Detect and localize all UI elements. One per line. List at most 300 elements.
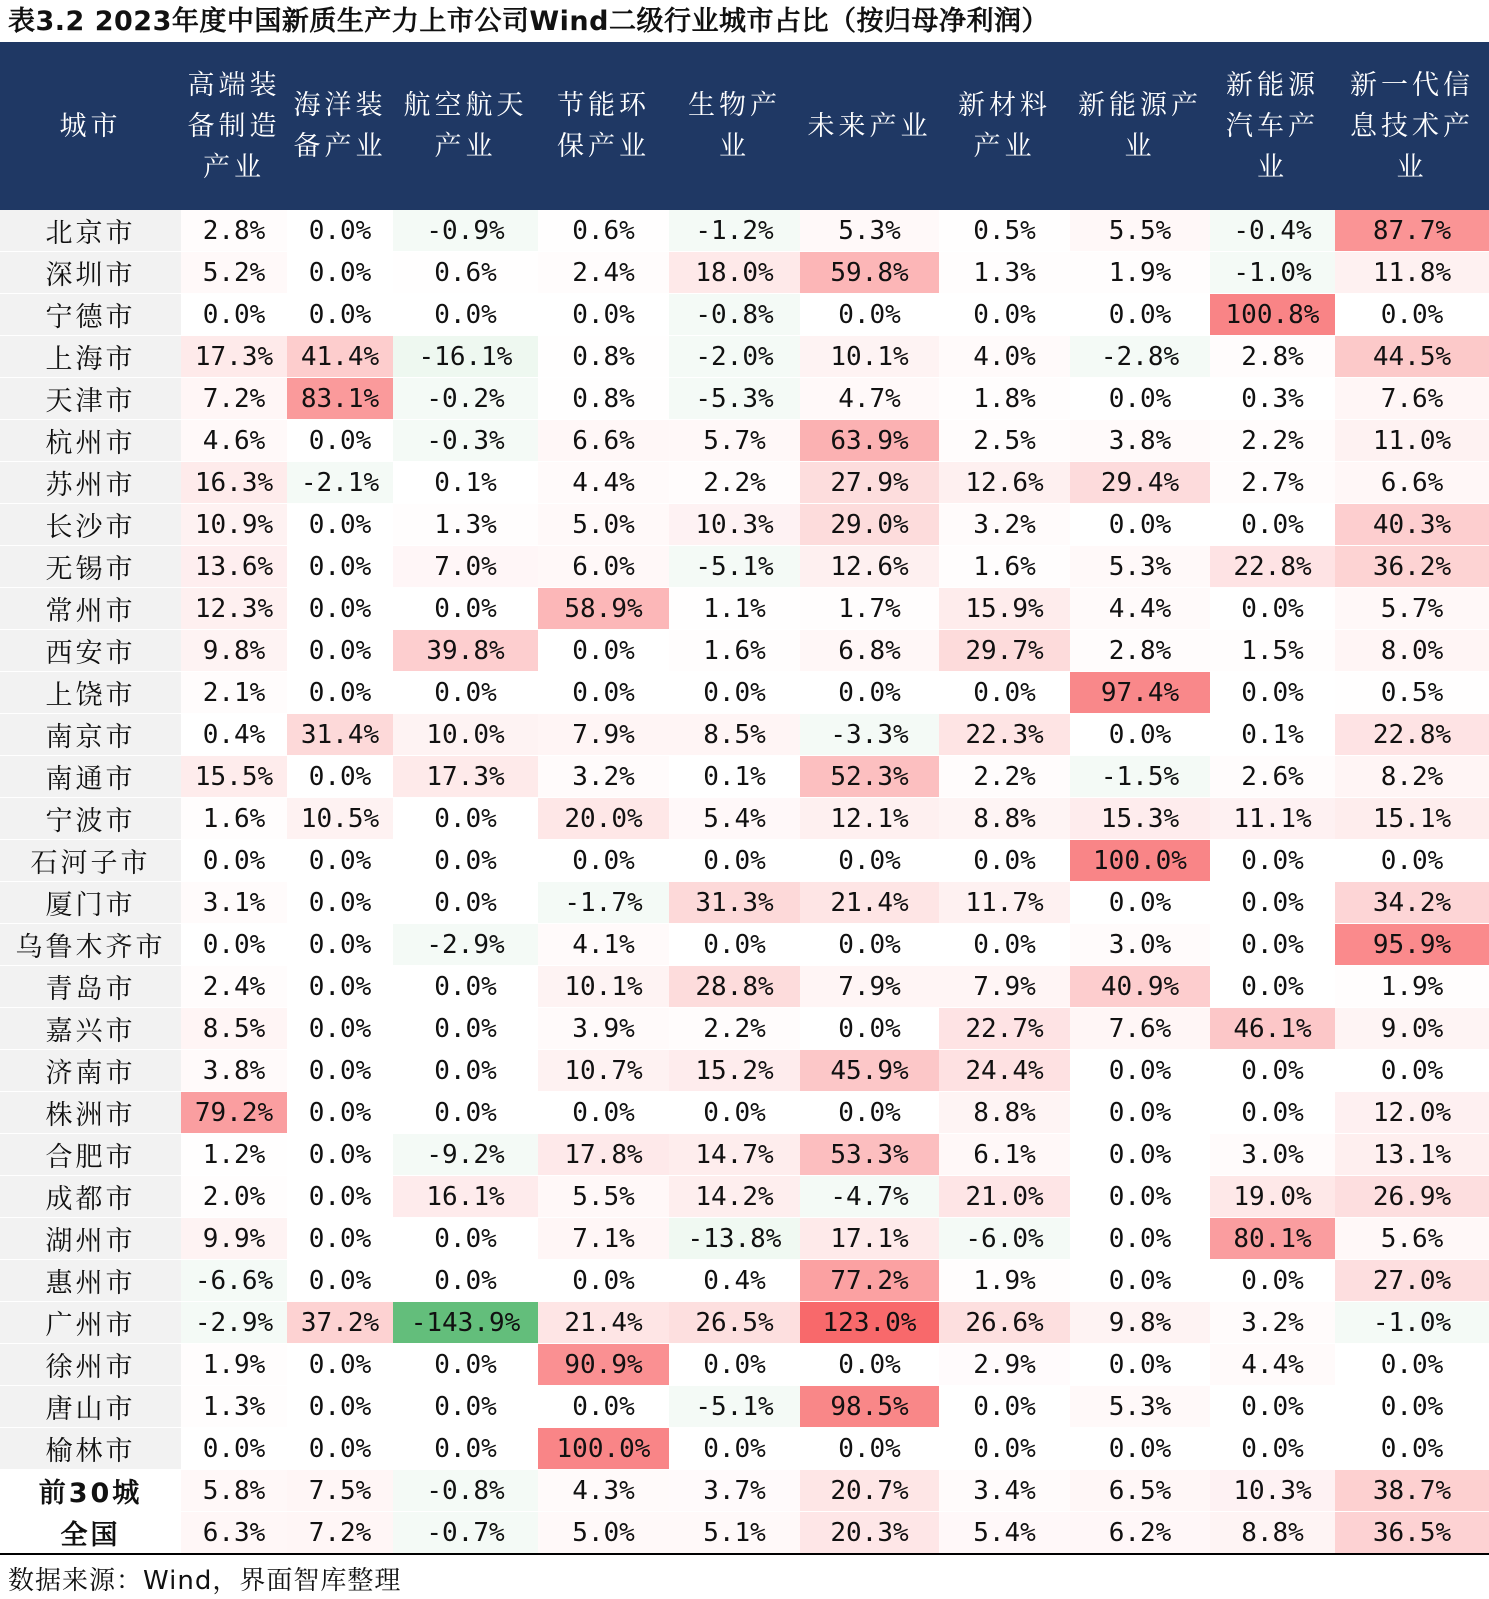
share-value-cell: 0.0%	[939, 1386, 1070, 1428]
table-row	[0, 588, 1489, 630]
share-value-cell: 5.7%	[669, 420, 800, 462]
column-header-industry: 新一代信息技术产业	[1335, 42, 1489, 210]
share-value-cell: -1.5%	[1070, 756, 1210, 798]
share-value-cell: 5.4%	[939, 1512, 1070, 1555]
share-value-cell: 4.4%	[538, 462, 669, 504]
share-value-cell: 4.7%	[800, 378, 939, 420]
share-value-cell: 15.9%	[939, 588, 1070, 630]
share-value-cell: 0.0%	[181, 294, 287, 336]
column-header-industry: 生物产业	[669, 42, 800, 210]
share-value-cell: 10.3%	[1210, 1470, 1335, 1512]
share-value-cell: 7.9%	[538, 714, 669, 756]
share-value-cell: 0.0%	[1210, 1050, 1335, 1092]
share-value-cell: 2.4%	[181, 966, 287, 1008]
share-value-cell: 2.6%	[1210, 756, 1335, 798]
share-value-cell: 1.7%	[800, 588, 939, 630]
share-value-cell: 13.6%	[181, 546, 287, 588]
share-value-cell: 9.0%	[1335, 1008, 1489, 1050]
city-name-cell: 天津市	[0, 378, 181, 420]
share-value-cell: -0.4%	[1210, 210, 1335, 252]
share-value-cell: 1.1%	[669, 588, 800, 630]
share-value-cell: 8.0%	[1335, 630, 1489, 672]
share-value-cell: 3.9%	[538, 1008, 669, 1050]
city-name-cell: 上海市	[0, 336, 181, 378]
share-value-cell: 6.6%	[1335, 462, 1489, 504]
share-value-cell: 0.0%	[287, 1134, 393, 1176]
share-value-cell: 5.8%	[181, 1470, 287, 1512]
share-value-cell: 0.0%	[538, 1092, 669, 1134]
share-value-cell: 21.4%	[538, 1302, 669, 1344]
table-body	[0, 210, 1489, 1554]
share-value-cell: 31.3%	[669, 882, 800, 924]
city-name-cell: 常州市	[0, 588, 181, 630]
share-value-cell: 26.9%	[1335, 1176, 1489, 1218]
share-value-cell: 123.0%	[800, 1302, 939, 1344]
share-value-cell: 5.5%	[538, 1176, 669, 1218]
table-row	[0, 1218, 1489, 1260]
share-value-cell: 17.1%	[800, 1218, 939, 1260]
share-value-cell: 7.2%	[181, 378, 287, 420]
share-value-cell: 0.0%	[287, 882, 393, 924]
share-value-cell: 1.8%	[939, 378, 1070, 420]
share-value-cell: 11.1%	[1210, 798, 1335, 840]
share-value-cell: 37.2%	[287, 1302, 393, 1344]
share-value-cell: 0.0%	[1335, 1344, 1489, 1386]
share-value-cell: 36.2%	[1335, 546, 1489, 588]
share-value-cell: -0.3%	[393, 420, 538, 462]
share-value-cell: 2.1%	[181, 672, 287, 714]
share-value-cell: 4.4%	[1210, 1344, 1335, 1386]
share-value-cell: 3.2%	[939, 504, 1070, 546]
share-value-cell: -3.3%	[800, 714, 939, 756]
share-value-cell: -0.2%	[393, 378, 538, 420]
table-title: 表3.2 2023年度中国新质生产力上市公司Wind二级行业城市占比（按归母净利润）	[8, 6, 1049, 37]
share-value-cell: 0.0%	[669, 924, 800, 966]
share-value-cell: 0.0%	[287, 756, 393, 798]
share-value-cell: 11.7%	[939, 882, 1070, 924]
table-row	[0, 1176, 1489, 1218]
share-value-cell: 0.0%	[393, 966, 538, 1008]
share-value-cell: 6.3%	[181, 1512, 287, 1555]
city-name-cell: 厦门市	[0, 882, 181, 924]
share-value-cell: 0.0%	[181, 1428, 287, 1470]
share-value-cell: 0.0%	[1070, 882, 1210, 924]
share-value-cell: 0.0%	[1335, 1050, 1489, 1092]
summary-row	[0, 1512, 1489, 1555]
share-value-cell: -2.9%	[393, 924, 538, 966]
share-value-cell: 24.4%	[939, 1050, 1070, 1092]
share-value-cell: 2.0%	[181, 1176, 287, 1218]
share-value-cell: 4.0%	[939, 336, 1070, 378]
share-value-cell: 5.0%	[538, 504, 669, 546]
share-value-cell: 7.1%	[538, 1218, 669, 1260]
share-value-cell: 7.0%	[393, 546, 538, 588]
share-value-cell: 0.0%	[538, 840, 669, 882]
share-value-cell: -5.1%	[669, 546, 800, 588]
share-value-cell: 7.9%	[800, 966, 939, 1008]
share-value-cell: 5.6%	[1335, 1218, 1489, 1260]
share-value-cell: 0.0%	[181, 840, 287, 882]
share-value-cell: 28.8%	[669, 966, 800, 1008]
share-value-cell: -6.6%	[181, 1260, 287, 1302]
share-value-cell: -1.0%	[1210, 252, 1335, 294]
share-value-cell: -2.8%	[1070, 336, 1210, 378]
table-row	[0, 672, 1489, 714]
share-value-cell: -0.9%	[393, 210, 538, 252]
share-value-cell: 14.2%	[669, 1176, 800, 1218]
share-value-cell: 2.2%	[669, 462, 800, 504]
share-value-cell: 15.5%	[181, 756, 287, 798]
share-value-cell: 0.0%	[393, 882, 538, 924]
table-row	[0, 462, 1489, 504]
share-value-cell: 0.0%	[287, 1386, 393, 1428]
share-value-cell: 0.0%	[669, 840, 800, 882]
share-value-cell: 39.8%	[393, 630, 538, 672]
share-value-cell: 8.5%	[181, 1008, 287, 1050]
share-value-cell: 20.7%	[800, 1470, 939, 1512]
city-name-cell: 深圳市	[0, 252, 181, 294]
share-value-cell: 12.1%	[800, 798, 939, 840]
summary-row	[0, 1470, 1489, 1512]
share-value-cell: 0.0%	[287, 294, 393, 336]
share-value-cell: 0.0%	[1070, 1260, 1210, 1302]
table-row	[0, 504, 1489, 546]
share-value-cell: 0.6%	[393, 252, 538, 294]
share-value-cell: 3.2%	[1210, 1302, 1335, 1344]
share-value-cell: 38.7%	[1335, 1470, 1489, 1512]
share-value-cell: 21.0%	[939, 1176, 1070, 1218]
column-header-industry: 新能源汽车产业	[1210, 42, 1335, 210]
table-row	[0, 630, 1489, 672]
city-name-cell: 苏州市	[0, 462, 181, 504]
share-value-cell: 2.4%	[538, 252, 669, 294]
city-name-cell: 合肥市	[0, 1134, 181, 1176]
share-value-cell: 0.0%	[1070, 504, 1210, 546]
share-value-cell: 0.0%	[393, 588, 538, 630]
city-name-cell: 全国	[0, 1512, 181, 1555]
share-value-cell: 59.8%	[800, 252, 939, 294]
share-value-cell: 12.6%	[939, 462, 1070, 504]
share-value-cell: 0.1%	[393, 462, 538, 504]
share-value-cell: 0.0%	[393, 1344, 538, 1386]
share-value-cell: 31.4%	[287, 714, 393, 756]
share-value-cell: 3.2%	[538, 756, 669, 798]
share-value-cell: 4.1%	[538, 924, 669, 966]
share-value-cell: 3.1%	[181, 882, 287, 924]
share-value-cell: 0.4%	[669, 1260, 800, 1302]
share-value-cell: 4.6%	[181, 420, 287, 462]
share-value-cell: 17.3%	[181, 336, 287, 378]
share-value-cell: 0.0%	[538, 294, 669, 336]
share-value-cell: 0.0%	[287, 630, 393, 672]
share-value-cell: 0.0%	[800, 1008, 939, 1050]
city-name-cell: 西安市	[0, 630, 181, 672]
share-value-cell: 0.0%	[1210, 882, 1335, 924]
share-value-cell: 9.9%	[181, 1218, 287, 1260]
share-value-cell: 0.4%	[181, 714, 287, 756]
share-value-cell: 29.4%	[1070, 462, 1210, 504]
share-value-cell: 15.3%	[1070, 798, 1210, 840]
share-value-cell: 1.3%	[393, 504, 538, 546]
share-value-cell: 5.0%	[538, 1512, 669, 1555]
table-row	[0, 714, 1489, 756]
share-value-cell: 40.9%	[1070, 966, 1210, 1008]
share-value-cell: 3.4%	[939, 1470, 1070, 1512]
city-name-cell: 上饶市	[0, 672, 181, 714]
table-row	[0, 924, 1489, 966]
share-value-cell: -1.0%	[1335, 1302, 1489, 1344]
share-value-cell: 0.0%	[287, 924, 393, 966]
share-value-cell: 17.8%	[538, 1134, 669, 1176]
share-value-cell: 0.0%	[393, 798, 538, 840]
share-value-cell: 16.3%	[181, 462, 287, 504]
share-value-cell: 20.3%	[800, 1512, 939, 1555]
share-value-cell: 95.9%	[1335, 924, 1489, 966]
share-value-cell: 2.8%	[1210, 336, 1335, 378]
share-value-cell: 0.0%	[287, 1008, 393, 1050]
share-value-cell: 7.2%	[287, 1512, 393, 1555]
share-value-cell: 6.5%	[1070, 1470, 1210, 1512]
table-row	[0, 1260, 1489, 1302]
city-name-cell: 宁德市	[0, 294, 181, 336]
table-row	[0, 294, 1489, 336]
share-value-cell: 0.0%	[1070, 1218, 1210, 1260]
share-value-cell: 0.0%	[1335, 1428, 1489, 1470]
table-row	[0, 1008, 1489, 1050]
column-header-industry: 未来产业	[800, 42, 939, 210]
share-value-cell: 0.0%	[287, 1050, 393, 1092]
city-name-cell: 株洲市	[0, 1092, 181, 1134]
share-value-cell: 34.2%	[1335, 882, 1489, 924]
city-share-table	[0, 42, 1489, 1555]
column-header-industry: 新材料产业	[939, 42, 1070, 210]
table-row	[0, 756, 1489, 798]
table-row	[0, 1302, 1489, 1344]
share-value-cell: 0.0%	[1335, 294, 1489, 336]
share-value-cell: 15.1%	[1335, 798, 1489, 840]
share-value-cell: 0.0%	[287, 420, 393, 462]
share-value-cell: 0.0%	[538, 1386, 669, 1428]
share-value-cell: 45.9%	[800, 1050, 939, 1092]
share-value-cell: 1.3%	[181, 1386, 287, 1428]
share-value-cell: 0.0%	[939, 294, 1070, 336]
share-value-cell: 41.4%	[287, 336, 393, 378]
city-name-cell: 成都市	[0, 1176, 181, 1218]
share-value-cell: -0.7%	[393, 1512, 538, 1555]
share-value-cell: 4.3%	[538, 1470, 669, 1512]
share-value-cell: 0.0%	[800, 1092, 939, 1134]
source-note: 数据来源：Wind，界面智库整理	[8, 1566, 402, 1596]
share-value-cell: 0.0%	[800, 1344, 939, 1386]
share-value-cell: 29.0%	[800, 504, 939, 546]
share-value-cell: 0.0%	[939, 1428, 1070, 1470]
city-name-cell: 无锡市	[0, 546, 181, 588]
share-value-cell: 46.1%	[1210, 1008, 1335, 1050]
share-value-cell: 0.0%	[287, 210, 393, 252]
city-name-cell: 宁波市	[0, 798, 181, 840]
table-row	[0, 798, 1489, 840]
table-row	[0, 336, 1489, 378]
share-value-cell: 0.0%	[287, 1428, 393, 1470]
share-value-cell: 80.1%	[1210, 1218, 1335, 1260]
column-header-industry: 节能环保产业	[538, 42, 669, 210]
share-value-cell: -9.2%	[393, 1134, 538, 1176]
share-value-cell: 8.8%	[939, 1092, 1070, 1134]
share-value-cell: -4.7%	[800, 1176, 939, 1218]
share-value-cell: 0.0%	[287, 504, 393, 546]
share-value-cell: 0.0%	[538, 630, 669, 672]
share-value-cell: 0.5%	[939, 210, 1070, 252]
share-value-cell: 0.0%	[1210, 504, 1335, 546]
share-value-cell: 6.0%	[538, 546, 669, 588]
share-value-cell: 11.0%	[1335, 420, 1489, 462]
share-value-cell: 0.0%	[669, 1092, 800, 1134]
share-value-cell: 27.9%	[800, 462, 939, 504]
column-header-industry: 海洋装备产业	[287, 42, 393, 210]
share-value-cell: 0.0%	[669, 672, 800, 714]
share-value-cell: 10.5%	[287, 798, 393, 840]
share-value-cell: 1.9%	[939, 1260, 1070, 1302]
city-name-cell: 广州市	[0, 1302, 181, 1344]
city-name-cell: 南京市	[0, 714, 181, 756]
share-value-cell: 7.6%	[1335, 378, 1489, 420]
city-name-cell: 榆林市	[0, 1428, 181, 1470]
share-value-cell: 6.2%	[1070, 1512, 1210, 1555]
share-value-cell: 0.0%	[1070, 294, 1210, 336]
share-value-cell: 0.0%	[1210, 1260, 1335, 1302]
share-value-cell: 10.0%	[393, 714, 538, 756]
share-value-cell: -5.3%	[669, 378, 800, 420]
share-value-cell: 3.0%	[1210, 1134, 1335, 1176]
table-row	[0, 1134, 1489, 1176]
share-value-cell: 0.0%	[1070, 1050, 1210, 1092]
share-value-cell: 2.8%	[1070, 630, 1210, 672]
share-value-cell: 2.2%	[939, 756, 1070, 798]
share-value-cell: 0.0%	[393, 1386, 538, 1428]
share-value-cell: 3.8%	[181, 1050, 287, 1092]
share-value-cell: 100.8%	[1210, 294, 1335, 336]
share-value-cell: 10.1%	[800, 336, 939, 378]
share-value-cell: 1.9%	[1070, 252, 1210, 294]
table-row	[0, 378, 1489, 420]
table-header-row	[0, 42, 1489, 210]
share-value-cell: 0.0%	[287, 1218, 393, 1260]
share-value-cell: 0.0%	[287, 1176, 393, 1218]
share-value-cell: 18.0%	[669, 252, 800, 294]
share-value-cell: -5.1%	[669, 1386, 800, 1428]
share-value-cell: 15.2%	[669, 1050, 800, 1092]
share-value-cell: 22.8%	[1335, 714, 1489, 756]
share-value-cell: 12.0%	[1335, 1092, 1489, 1134]
share-value-cell: 0.0%	[1070, 1092, 1210, 1134]
share-value-cell: 14.7%	[669, 1134, 800, 1176]
share-value-cell: 0.0%	[393, 840, 538, 882]
share-value-cell: 0.0%	[287, 1260, 393, 1302]
share-value-cell: 2.8%	[181, 210, 287, 252]
city-name-cell: 杭州市	[0, 420, 181, 462]
share-value-cell: 7.9%	[939, 966, 1070, 1008]
city-name-cell: 湖州市	[0, 1218, 181, 1260]
share-value-cell: 2.2%	[669, 1008, 800, 1050]
share-value-cell: 6.8%	[800, 630, 939, 672]
share-value-cell: 12.3%	[181, 588, 287, 630]
share-value-cell: 2.5%	[939, 420, 1070, 462]
city-name-cell: 青岛市	[0, 966, 181, 1008]
share-value-cell: 0.0%	[1335, 1386, 1489, 1428]
share-value-cell: 9.8%	[1070, 1302, 1210, 1344]
share-value-cell: 8.2%	[1335, 756, 1489, 798]
share-value-cell: 10.9%	[181, 504, 287, 546]
city-name-cell: 南通市	[0, 756, 181, 798]
share-value-cell: 3.7%	[669, 1470, 800, 1512]
share-value-cell: 0.8%	[538, 378, 669, 420]
share-value-cell: 0.0%	[538, 672, 669, 714]
share-value-cell: 0.0%	[1070, 714, 1210, 756]
share-value-cell: 0.0%	[669, 1428, 800, 1470]
share-value-cell: 0.0%	[1210, 840, 1335, 882]
city-name-cell: 惠州市	[0, 1260, 181, 1302]
city-name-cell: 乌鲁木齐市	[0, 924, 181, 966]
table-row	[0, 882, 1489, 924]
city-name-cell: 嘉兴市	[0, 1008, 181, 1050]
share-value-cell: 2.9%	[939, 1344, 1070, 1386]
share-value-cell: 0.5%	[1335, 672, 1489, 714]
share-value-cell: 27.0%	[1335, 1260, 1489, 1302]
share-value-cell: 0.0%	[1210, 588, 1335, 630]
share-value-cell: 2.2%	[1210, 420, 1335, 462]
share-value-cell: 0.0%	[800, 294, 939, 336]
share-value-cell: 0.0%	[1070, 1428, 1210, 1470]
share-value-cell: 1.5%	[1210, 630, 1335, 672]
share-value-cell: 5.3%	[1070, 546, 1210, 588]
share-value-cell: 1.3%	[939, 252, 1070, 294]
share-value-cell: 0.0%	[287, 1092, 393, 1134]
share-value-cell: 0.0%	[393, 1218, 538, 1260]
share-value-cell: 0.0%	[800, 1428, 939, 1470]
share-value-cell: 0.0%	[1210, 1428, 1335, 1470]
city-name-cell: 长沙市	[0, 504, 181, 546]
share-value-cell: 0.0%	[287, 1344, 393, 1386]
share-value-cell: 5.2%	[181, 252, 287, 294]
share-value-cell: 9.8%	[181, 630, 287, 672]
table-row	[0, 546, 1489, 588]
share-value-cell: 0.0%	[393, 1428, 538, 1470]
share-value-cell: 0.0%	[393, 1260, 538, 1302]
share-value-cell: 10.7%	[538, 1050, 669, 1092]
share-value-cell: 0.0%	[287, 546, 393, 588]
share-value-cell: 6.6%	[538, 420, 669, 462]
share-value-cell: 0.0%	[800, 672, 939, 714]
share-value-cell: 8.8%	[939, 798, 1070, 840]
share-value-cell: 20.0%	[538, 798, 669, 840]
share-value-cell: -1.7%	[538, 882, 669, 924]
share-value-cell: 3.0%	[1070, 924, 1210, 966]
share-value-cell: 77.2%	[800, 1260, 939, 1302]
share-value-cell: 1.6%	[939, 546, 1070, 588]
share-value-cell: 1.2%	[181, 1134, 287, 1176]
table-row	[0, 966, 1489, 1008]
table-row	[0, 1428, 1489, 1470]
share-value-cell: 7.6%	[1070, 1008, 1210, 1050]
share-value-cell: 0.0%	[939, 924, 1070, 966]
share-value-cell: 0.0%	[287, 840, 393, 882]
share-value-cell: 97.4%	[1070, 672, 1210, 714]
share-value-cell: 0.0%	[1070, 1344, 1210, 1386]
share-value-cell: -16.1%	[393, 336, 538, 378]
share-value-cell: 36.5%	[1335, 1512, 1489, 1555]
share-value-cell: 0.0%	[287, 966, 393, 1008]
share-value-cell: -2.0%	[669, 336, 800, 378]
